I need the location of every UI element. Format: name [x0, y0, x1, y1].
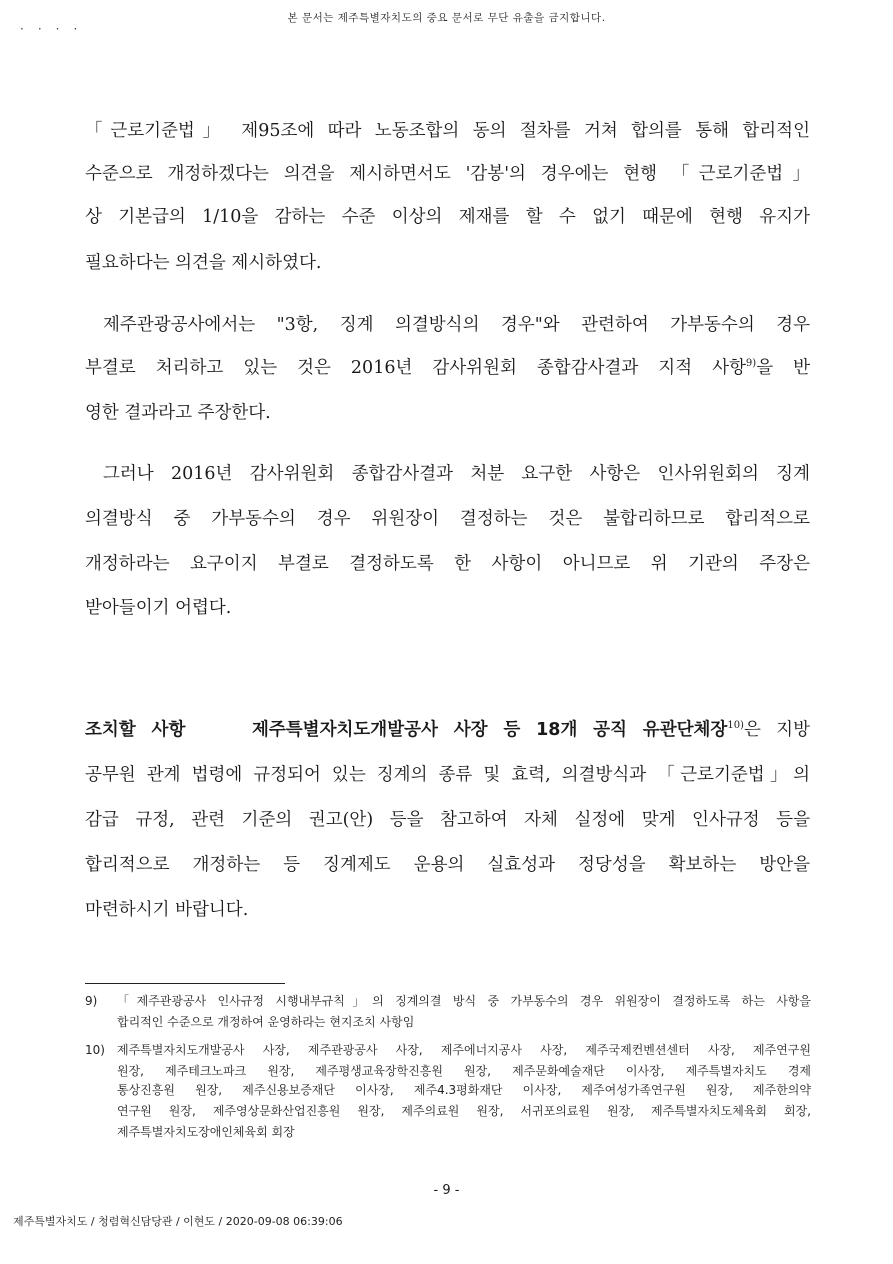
scan-marks: ···· — [20, 22, 92, 36]
document-stamp: 제주특별자치도 / 청렴혁신담당관 / 이현도 / 2020-09-08 06:39:06 — [13, 1215, 343, 1228]
footnote-separator — [85, 983, 285, 984]
footnote-10-line-3: 통상진흥원 원장, 제주신용보증재단 이사장, 제주4.3평화재단 이사장, 제주여성가족연구원 원장, 제주한의약 — [117, 1083, 811, 1097]
paragraph-2-line-1: 제주관광공사에서는 "3항, 징계 의결방식의 경우"와 관련하여 가부동수의 경우 — [103, 315, 810, 335]
paragraph-1-line-3: 상 기본급의 1/10을 감하는 수준 이상의 제재를 할 수 없기 때문에 현행 유지가 — [85, 207, 810, 227]
confidential-notice: 본 문서는 제주특별자치도의 중요 문서로 무단 유출을 금지합니다. — [287, 12, 606, 24]
footnote-9-number: 9) — [85, 994, 98, 1008]
paragraph-3-line-1: 그러나 2016년 감사위원회 종합감사결과 처분 요구한 사항은 인사위원회의 징계 — [103, 464, 810, 484]
footnote-10-line-2: 원장, 제주테크노파크 원장, 제주평생교육장학진흥원 원장, 제주문화예술재단 이사장, 제주특별자치도 경제 — [117, 1064, 811, 1078]
footnote-ref-9: 9) — [745, 358, 757, 370]
paragraph-2-line-2-text: 부결로 처리하고 있는 것은 2016년 감사위원회 종합감사결과 지적 사항 — [85, 358, 746, 378]
paragraph-3-line-3: 개정하라는 요구이지 부결로 결정하도록 한 사항이 아니므로 위 기관의 주장은 — [85, 554, 810, 574]
action-line-1 — [85, 718, 810, 742]
paragraph-1-line-2: 수준으로 개정하겠다는 의견을 제시하면서도 '감봉'의 경우에는 현행 「근로기준법」 — [85, 164, 810, 184]
action-line-1-tail: 은 지방 — [743, 720, 810, 740]
paragraph-2-line-2 — [85, 356, 810, 380]
action-line-4: 합리적으로 개정하는 등 징계제도 운용의 실효성과 정당성을 확보하는 방안을 — [85, 855, 810, 875]
paragraph-2-line-2-tail: 을 반 — [756, 358, 810, 378]
paragraph-2-line-3: 영한 결과라고 주장한다. — [85, 403, 271, 423]
footnote-10-line-1: 제주특별자치도개발공사 사장, 제주관광공사 사장, 제주에너지공사 사장, 제주국제컨벤션센터 사장, 제주연구원 — [117, 1043, 811, 1057]
action-line-2: 공무원 관계 법령에 규정되어 있는 징계의 종류 및 효력, 의결방식과 「근로기준법」의 — [85, 765, 810, 785]
paragraph-1-line-4: 필요하다는 의견을 제시하였다. — [85, 253, 322, 273]
action-heading: 제주특별자치도개발공사 사장 등 18개 공직 유관단체장 — [251, 720, 728, 740]
paragraph-3-line-4: 받아들이기 어렵다. — [85, 598, 232, 618]
footnote-10-number: 10) — [85, 1043, 105, 1057]
action-line-3: 감급 규정, 관련 기준의 권고(안) 등을 참고하여 자체 실정에 맞게 인사규정 등을 — [85, 810, 810, 830]
action-line-5: 마련하시기 바랍니다. — [85, 900, 249, 920]
action-label: 조치할 사항 — [85, 720, 186, 740]
paragraph-1-line-1: 「근로기준법」 제95조에 따라 노동조합의 동의 절차를 거쳐 합의를 통해 합리적인 — [85, 121, 810, 141]
footnote-10-line-5: 제주특별자치도장애인체육회 회장 — [117, 1125, 295, 1139]
footnote-ref-10: 10) — [727, 720, 744, 732]
footnote-9-line-1: 「제주관광공사 인사규정 시행내부규칙」의 징계의결 방식 중 가부동수의 경우 위원장이 결정하도록 하는 사항을 — [117, 994, 811, 1008]
footnote-10-line-4: 연구원 원장, 제주영상문화산업진흥원 원장, 제주의료원 원장, 서귀포의료원 원장, 제주특별자치도체육회 회장, — [117, 1104, 811, 1118]
paragraph-3-line-2: 의결방식 중 가부동수의 경우 위원장이 결정하는 것은 불합리하므로 합리적으로 — [85, 509, 810, 529]
footnote-9-line-2: 합리적인 수준으로 개정하여 운영하라는 현지조치 사항임 — [117, 1015, 415, 1029]
page-number: - 9 - — [433, 1183, 460, 1198]
